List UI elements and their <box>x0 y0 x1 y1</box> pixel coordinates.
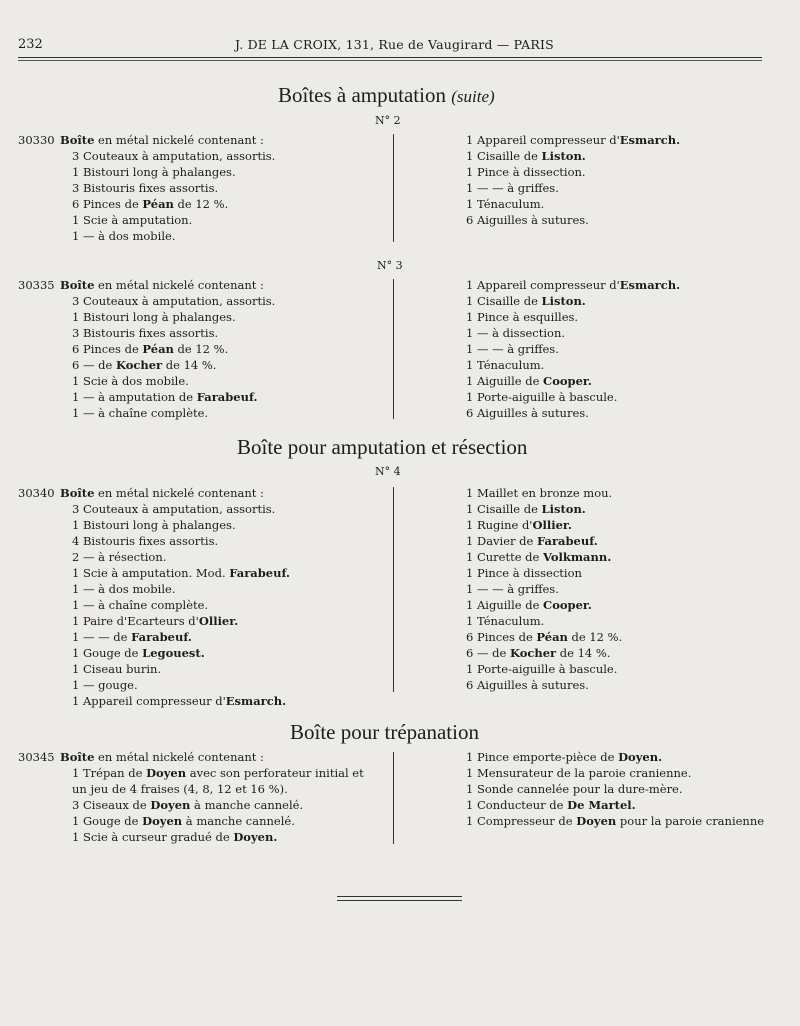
list-item <box>466 389 680 405</box>
list-item <box>466 325 680 341</box>
item-text-run: 1 Pince à dissection <box>466 566 582 580</box>
item-bold-run: Boîte <box>60 486 95 500</box>
item-bold-run: Doyen <box>576 814 617 828</box>
item-text-run: 2 — à résection. <box>72 550 167 564</box>
box-number-label: N° 3 <box>377 259 403 272</box>
list-item <box>60 148 275 164</box>
list-item <box>466 581 622 597</box>
list-item <box>60 164 275 180</box>
left-item-list <box>60 485 290 709</box>
item-bold-run: Legouest. <box>142 646 205 660</box>
item-text-run: de 12 %. <box>567 630 623 644</box>
item-text-run: 6 Aiguilles à sutures. <box>466 678 589 692</box>
item-text-run: un jeu de 4 fraises (4, 8, 12 et 16 %). <box>72 782 288 796</box>
list-item <box>60 277 275 293</box>
item-text-run: 1 — à chaîne complète. <box>72 598 209 612</box>
item-text-run: 6 Pinces de <box>466 630 537 644</box>
list-item <box>60 212 275 228</box>
item-text-run: 1 Scie à dos mobile. <box>72 374 189 388</box>
item-text-run: 1 Appareil compresseur d' <box>466 133 620 147</box>
item-bold-run: Kocher <box>509 646 557 660</box>
item-bold-run: Péan <box>536 630 568 644</box>
list-item <box>60 677 290 693</box>
list-item <box>466 765 764 781</box>
list-item <box>466 781 764 797</box>
item-text-run: 1 Pince emporte-pièce de <box>466 750 619 764</box>
running-header: J. DE LA CROIX, 131, Rue de Vaugirard — PARIS <box>235 37 554 52</box>
item-bold-run: Doyen. <box>233 830 278 844</box>
item-text-run: 1 Conducteur de <box>466 798 568 812</box>
item-text-run: 3 Bistouris fixes assortis. <box>72 326 219 340</box>
left-item-list <box>60 749 364 845</box>
header-rule <box>18 57 762 58</box>
item-text-run: en métal nickelé contenant : <box>94 278 264 292</box>
list-item <box>466 629 622 645</box>
item-bold-run: Péan <box>142 197 174 211</box>
list-item <box>60 228 275 244</box>
item-bold-run: Farabeuf. <box>196 390 258 404</box>
item-bold-run: Boîte <box>60 278 95 292</box>
catalogue-ref: 30345 <box>18 750 55 764</box>
list-item <box>466 549 622 565</box>
item-text-run: 1 Ténaculum. <box>466 197 545 211</box>
item-text-run: 1 Davier de <box>466 534 538 548</box>
item-text-run: 1 Pince à dissection. <box>466 165 586 179</box>
item-text-run: 1 Cisaille de <box>466 502 542 516</box>
item-text-run: 1 Ciseau burin. <box>72 662 162 676</box>
item-text-run: 1 Porte-aiguille à bascule. <box>466 662 618 676</box>
item-text-run: 6 — de <box>466 646 510 660</box>
list-item <box>60 645 290 661</box>
item-bold-run: Doyen <box>142 814 183 828</box>
page-number: 232 <box>18 37 43 52</box>
list-item <box>60 196 275 212</box>
item-bold-run: Doyen <box>150 798 191 812</box>
right-item-list <box>466 277 680 421</box>
item-bold-run: Esmarch. <box>225 694 287 708</box>
item-text-run: 3 Bistouris fixes assortis. <box>72 181 219 195</box>
item-text-run: 1 Scie à curseur gradué de <box>72 830 234 844</box>
list-item <box>60 797 364 813</box>
item-bold-run: Liston. <box>541 502 586 516</box>
item-text-run: 1 Bistouri long à phalanges. <box>72 165 236 179</box>
list-item <box>466 196 680 212</box>
item-text-run: 3 Couteaux à amputation, assortis. <box>72 294 276 308</box>
list-item <box>60 341 275 357</box>
list-item <box>60 357 275 373</box>
item-text-run: 1 Appareil compresseur d' <box>466 278 620 292</box>
list-item <box>466 565 622 581</box>
item-text-run: 1 — — à griffes. <box>466 342 559 356</box>
list-item <box>60 661 290 677</box>
item-bold-run: Farabeuf. <box>229 566 291 580</box>
left-item-list <box>60 277 275 421</box>
item-bold-run: Kocher <box>115 358 163 372</box>
item-bold-run: Esmarch. <box>619 278 681 292</box>
item-text-run: 1 — — de <box>72 630 132 644</box>
item-bold-run: Volkmann. <box>543 550 612 564</box>
item-text-run: 1 Bistouri long à phalanges. <box>72 310 236 324</box>
list-item <box>60 373 275 389</box>
item-bold-run: Doyen <box>146 766 187 780</box>
list-item <box>466 293 680 309</box>
item-text-run: 1 Scie à amputation. <box>72 213 193 227</box>
list-item <box>466 180 680 196</box>
list-item <box>466 341 680 357</box>
item-text-run: 1 Curette de <box>466 550 544 564</box>
list-item <box>466 148 680 164</box>
item-text-run: de 14 %. <box>556 646 611 660</box>
item-text-run: 1 — gouge. <box>72 678 138 692</box>
item-text-run: 1 — à chaîne complète. <box>72 406 209 420</box>
column-divider <box>393 752 394 844</box>
list-item <box>60 829 364 845</box>
list-item <box>60 693 290 709</box>
item-text-run: 1 — — à griffes. <box>466 582 559 596</box>
item-text-run: 1 Aiguille de <box>466 374 544 388</box>
item-text-run: 6 — de <box>72 358 116 372</box>
catalogue-ref: 30340 <box>18 486 55 500</box>
item-bold-run: Farabeuf. <box>131 630 192 644</box>
item-text-run: 1 Bistouri long à phalanges. <box>72 518 236 532</box>
list-item <box>466 373 680 389</box>
list-item <box>466 749 764 765</box>
list-item <box>466 597 622 613</box>
item-text-run: en métal nickelé contenant : <box>94 133 264 147</box>
item-text-run: 1 Mensurateur de la paroie cranienne. <box>466 766 692 780</box>
list-item <box>60 629 290 645</box>
item-text-run: 1 — — à griffes. <box>466 181 559 195</box>
list-item <box>466 613 622 629</box>
section-title: Boîtes à amputation (suite) <box>278 83 495 107</box>
item-bold-run: Liston. <box>541 149 586 163</box>
item-text-run: 1 Scie à amputation. Mod. <box>72 566 230 580</box>
item-text-run: 1 — à dissection. <box>466 326 566 340</box>
list-item <box>60 549 290 565</box>
column-divider <box>393 487 394 692</box>
item-text-run: 1 Paire d'Ecarteurs d' <box>72 614 199 628</box>
item-text-run: 1 Gouge de <box>72 814 143 828</box>
item-text-run: de 12 %. <box>173 197 229 211</box>
catalogue-ref: 30330 <box>18 133 55 147</box>
list-item <box>60 389 275 405</box>
list-item <box>60 565 290 581</box>
item-text-run: 1 — à dos mobile. <box>72 582 176 596</box>
item-bold-run: Cooper. <box>543 374 592 388</box>
item-text-run: 6 Aiguilles à sutures. <box>466 213 589 227</box>
item-text-run: 6 Aiguilles à sutures. <box>466 406 589 420</box>
list-item <box>466 309 680 325</box>
item-bold-run: Cooper. <box>543 598 592 612</box>
list-item <box>60 517 290 533</box>
right-item-list <box>466 749 764 829</box>
item-text-run: 1 — à amputation de <box>72 390 197 404</box>
list-item <box>60 485 290 501</box>
list-item <box>466 517 622 533</box>
item-text-run: 3 Couteaux à amputation, assortis. <box>72 502 276 516</box>
item-bold-run: Liston. <box>541 294 586 308</box>
box-number-label: N° 4 <box>375 465 401 478</box>
list-item <box>466 164 680 180</box>
list-item <box>466 132 680 148</box>
item-text-run: de 14 %. <box>162 358 217 372</box>
item-text-run: 1 Aiguille de <box>466 598 544 612</box>
item-bold-run: Boîte <box>60 133 95 147</box>
list-item <box>466 797 764 813</box>
item-bold-run: Péan <box>142 342 174 356</box>
item-text-run: 6 Pinces de <box>72 197 143 211</box>
list-item <box>466 501 622 517</box>
item-bold-run: De Martel. <box>567 798 636 812</box>
item-text-run: 1 Porte-aiguille à bascule. <box>466 390 618 404</box>
list-item <box>466 533 622 549</box>
item-text-run: 3 Ciseaux de <box>72 798 151 812</box>
footer-rule <box>337 896 462 897</box>
list-item <box>60 765 364 781</box>
item-bold-run: Doyen. <box>618 750 663 764</box>
box-number-label: N° 2 <box>375 114 401 127</box>
list-item <box>60 325 275 341</box>
item-text-run: en métal nickelé contenant : <box>94 750 264 764</box>
item-bold-run: Boîte <box>60 750 95 764</box>
item-text-run: 1 Cisaille de <box>466 149 542 163</box>
item-text-run: 1 Ténaculum. <box>466 358 545 372</box>
column-divider <box>393 279 394 419</box>
item-text-run: 6 Pinces de <box>72 342 143 356</box>
item-text-run: 1 Sonde cannelée pour la dure-mère. <box>466 782 683 796</box>
list-item <box>60 581 290 597</box>
list-item <box>60 597 290 613</box>
list-item <box>60 533 290 549</box>
item-bold-run: Esmarch. <box>619 133 681 147</box>
list-item <box>466 212 680 228</box>
left-item-list <box>60 132 275 244</box>
list-item <box>466 405 680 421</box>
item-text-run: 1 Maillet en bronze mou. <box>466 486 613 500</box>
item-text-run: 3 Couteaux à amputation, assortis. <box>72 149 276 163</box>
item-text-run: 1 Rugine d' <box>466 518 533 532</box>
list-item <box>60 749 364 765</box>
list-item <box>466 661 622 677</box>
item-text-run: avec son perforateur initial et <box>186 766 364 780</box>
item-text-run: pour la paroie cranienne <box>616 814 765 828</box>
right-item-list <box>466 485 622 693</box>
list-item <box>60 405 275 421</box>
list-item <box>466 813 764 829</box>
header-rule <box>18 60 762 61</box>
section-title: Boîte pour amputation et résection <box>237 435 528 459</box>
list-item <box>466 677 622 693</box>
list-item <box>60 132 275 148</box>
list-item <box>466 645 622 661</box>
item-text-run: de 12 %. <box>173 342 229 356</box>
column-divider <box>393 134 394 242</box>
item-text-run: 4 Bistouris fixes assortis. <box>72 534 219 548</box>
list-item <box>466 357 680 373</box>
item-text-run: en métal nickelé contenant : <box>94 486 264 500</box>
list-item <box>60 180 275 196</box>
list-item <box>60 613 290 629</box>
item-text-run: 1 Cisaille de <box>466 294 542 308</box>
item-bold-run: Ollier. <box>198 614 239 628</box>
section-title: Boîte pour trépanation <box>290 720 479 744</box>
list-item <box>466 277 680 293</box>
item-text-run: 1 Trépan de <box>72 766 147 780</box>
item-bold-run: Ollier. <box>532 518 572 532</box>
item-text-run: à manche cannelé. <box>190 798 304 812</box>
item-text-run: 1 Pince à esquilles. <box>466 310 579 324</box>
item-bold-run: Farabeuf. <box>537 534 598 548</box>
list-item <box>60 309 275 325</box>
catalogue-ref: 30335 <box>18 278 55 292</box>
list-item <box>60 293 275 309</box>
item-text-run: à manche cannelé. <box>182 814 295 828</box>
list-item <box>60 781 364 797</box>
list-item <box>466 485 622 501</box>
item-text-run: 1 — à dos mobile. <box>72 229 176 243</box>
right-item-list <box>466 132 680 228</box>
list-item <box>60 813 364 829</box>
section-title-suffix: (suite) <box>451 87 495 106</box>
item-text-run: 1 Ténaculum. <box>466 614 545 628</box>
item-text-run: 1 Gouge de <box>72 646 143 660</box>
item-text-run: 1 Appareil compresseur d' <box>72 694 226 708</box>
item-text-run: 1 Compresseur de <box>466 814 577 828</box>
footer-rule <box>337 900 462 901</box>
list-item <box>60 501 290 517</box>
